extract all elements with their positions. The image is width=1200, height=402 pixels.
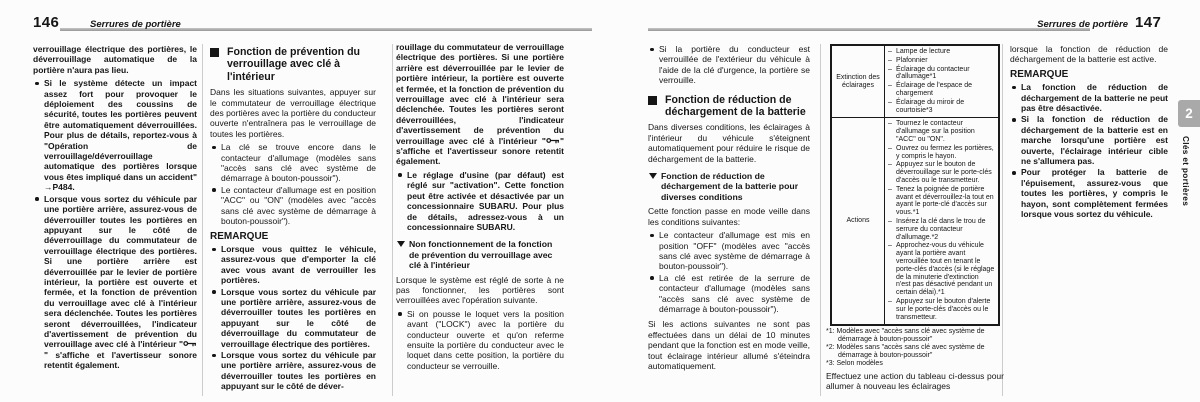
list-item-text: Si on pousse le loquet vers la position avant ("LOCK") avec la portière du conducteur ouverte et qu'on referme ensuite la portière du conducteur avec le loquet dans cette position, la portière du conducteur se verrouille. [407,308,564,371]
table-list-item: – Ouvrez ou fermez les portières, y compris le hayon. [888,145,995,161]
table-footnotes [826,328,1004,368]
footnote: *2: Modèles sans "accès sans clé avec système de démarrage à bouton-poussoir" [826,344,985,360]
list-item [210,185,376,227]
paragraph: Effectuez une action du tableau ci-dessus pour allumer à nouveau les éclairages [826,370,1004,392]
key-lockout-warning-icon [183,339,197,348]
chapter-tab-number: 2 [1178,100,1200,127]
triangle-marker-icon [397,241,405,247]
table-list-item: – Éclairage du miroir de courtoisie*3 [888,99,995,115]
list-item [210,142,376,184]
list-item [210,287,376,349]
left-page-column-3 [396,42,564,372]
paragraph: lorsque la fonction de réduction de déchargement de la batterie est active. [1010,44,1168,65]
list-item [648,230,810,272]
list-item-text: Lorsque vous sortez du véhicule par une portière arrière, assurez-vous de déverrouiller toutes les portières en appuyant sur le côté de déverrouillage du commutateur de verrouillage électrique des portières. [221,286,376,349]
table-row-label: Extinction des éclairages [831,45,885,118]
footnote: *1: Modèles avec "accès sans clé avec système de démarrage à bouton-poussoir" [826,328,985,344]
list-item [210,350,376,392]
paragraph: Lorsque le système est réglé de sorte à ne pas fonctionner, les portières sont verrouillées avec l'opération suivante. [396,274,564,306]
list-item [1010,114,1168,166]
lighting-shutoff-table [830,44,1000,326]
left-page-column-1 [33,44,197,372]
sub-heading-text: Fonction de réduction de déchargement de la batterie pour diverses conditions [661,171,799,202]
right-page-column-1 [648,44,810,374]
footnote: *3: Selon modèles [826,359,883,367]
paragraph: verrouillage électrique des portières, le déverrouillage automatique de la portière n'aura pas lieu. [33,44,197,75]
section-square-icon [648,96,657,105]
sub-heading-text: Non fonctionnement de la fonction de prévention du verrouillage avec clé à l'intérieur [409,239,553,271]
right-page-column-2 [826,44,1004,400]
page-header-title-left: Serrures de portière [90,19,181,30]
table-list-item: – Appuyez sur le bouton d'alerte sur le porte-clés d'accès ou le transmetteur. [888,298,995,321]
table-list-item: – Insérez la clé dans le trou de serrure du contacteur d'allumage.*2 [888,218,995,241]
table-list-item: – Éclairage du contacteur d'allumage*1 [888,66,995,82]
section-heading-text: Fonction de prévention du verrouillage avec clé à l'intérieur [227,46,361,83]
table-list-item: – Lampe de lecture [888,48,995,56]
list-item-text: Lorsque vous sortez du véhicule par une portière arrière, assurez-vous de déverrouiller toutes les portières en appuyant sur le côté de déver- [221,349,376,392]
sub-heading [648,171,810,202]
sub-heading [396,239,564,270]
paragraph [396,42,564,167]
table-row [831,45,999,118]
list-item [396,309,564,371]
list-item-text: La clé se trouve encore dans le contacteur d'allumage (modèles sans "accès sans clé avec système de démarrage à bouton-poussoir"). [221,142,376,184]
list-item-text: Si la fonction de réduction de déchargement de la batterie est en marche lorsqu'une portière est ouverte, l'éclairage intérieur cible ne s'allumera pas. [1021,114,1168,167]
column-divider [202,44,203,396]
table-list-item: – Appuyez sur le bouton de déverrouillage sur le porte-clés d'accès ou le transmetteur. [888,161,995,184]
note-heading: REMARQUE [210,230,269,242]
table-list-item: – Tournez le contacteur d'allumage sur la position "ACC" ou "ON". [888,120,995,143]
list-item [33,194,197,371]
section-square-icon [210,48,219,57]
section-heading-text: Fonction de réduction de déchargement de la batterie [665,93,806,119]
paragraph: Si les actions suivantes ne sont pas effectuées dans un délai de 10 minutes pendant que la fonction est en mode veille, tout éclairage intérieur allumé s'éteindra automatiquement. [648,319,810,371]
list-item-text: La clé est retirée de la serrure de contacteur d'allumage (modèles sans "accès sans clé avec système de démarrage à bouton-poussoir"). [659,272,810,314]
paragraph-text: " s'affiche et l'avertisseur sonore retentit également. [396,135,564,167]
triangle-marker-icon [649,173,657,179]
list-item [648,44,810,86]
page-number-left: 146 [33,14,60,31]
page-number-right: 147 [1135,14,1162,31]
list-item-text: Lorsque vous quittez le véhicule, assurez-vous que d'emporter la clé avec vous avant de verrouiller les portières. [221,243,376,286]
list-item-text: " s'affiche et l'avertisseur sonore retentit également. [44,349,197,371]
list-item-text: Lorsque vous sortez du véhicule par une portière arrière, assurez-vous de déverrouiller toutes les portières en appuyant sur le côté de déverrouillage du commutateur de verrouillage électrique des portières. Si une portière arrière est déverrouillée par le levier de portière intérieur, la portière est ouverte et fermée, et la fonction de prévention du verrouillage avec clé à l'intérieur sera déclenchée. Toutes les portières seront déverrouillées, l'indicateur d'avertissement de prévention du verrouillage avec clé à l'intérieur " [44,193,197,350]
column-divider [392,44,393,396]
table-list-item: – Tenez la poignée de portière avant et déverrouillez-la tout en ayant le porte-clé d'accès sur vous.*1 [888,186,995,217]
list-item-text: La fonction de réduction de déchargement de la batterie ne peut pas être désactivée. [1021,82,1168,114]
list-item [33,78,197,192]
paragraph-text: rouillage du commutateur de verrouillage électrique des portières. Si une portière arrière est déverrouillée par le levier de portière intérieur, la portière est ouverte et fermée, et la fonction de prévention du verrouillage avec clé à l'intérieur sera déclenchée. Toutes les portières seront déverrouillées, l'indicateur d'avertissement de prévention du verrouillage avec clé à l'intérieur " [396,42,564,146]
table-list-item: – Approchez-vous du véhicule ayant la portière avant verrouillée tout en tenant le porte-clés d'accès (si le réglage de la minuterie d'extinction n'est pas désactivé pendant un certain délai).*1 [888,242,995,297]
list-item-text: Le contacteur d'allumage est en position "ACC" ou "ON" (modèles avec "accès sans clé avec système de démarrage à bouton-poussoir"). [221,184,376,227]
list-item [1010,82,1168,113]
list-item-text: Si le système détecte un impact assez fort pour provoquer le déploiement des coussins de sécurité, toutes les portières peuvent être automatiquement déverrouillées. Pour plus de détails, reportez-vous à "Opération de verrouillage/déverrouillage automatique des portières lorsque vous êtes impliqué dans un accident" →P484. [44,78,197,193]
paragraph: Dans les situations suivantes, appuyer sur le commutateur de verrouillage électrique des portières avec la portière du conducteur ouverte n'entraînera pas le verrouillage de toutes les portières. [210,87,376,139]
list-item [1010,167,1168,219]
chapter-tab-label: Clés et portières [1181,136,1191,207]
right-page-column-3 [1010,44,1168,221]
list-item [396,170,564,232]
left-page-column-2 [210,44,376,393]
section-heading [210,46,376,83]
table-list-item: – Plafonnier [888,57,995,65]
list-item-text: Si la portière du conducteur est verrouillée de l'extérieur du véhicule à l'aide de la clé d'urgence, la portière se verrouille. [659,44,810,86]
list-item-text: Le contacteur d'allumage est mis en position "OFF" (modèles avec "accès sans clé avec système de démarrage à bouton-poussoir"). [659,230,810,272]
page-header-title-right: Serrures de portière [1037,19,1128,30]
list-item [210,244,376,286]
list-item [648,273,810,315]
list-item-text: Le réglage d'usine (par défaut) est réglé sur "activation". Cette fonction peut être activée et désactivée par un concessionnaire SUBARU. Pour plus de détails, adressez-vous à un concessionnaire SUBARU. [407,169,564,232]
column-divider [820,44,821,396]
list-item-text: Pour protéger la batterie de l'épuisement, assurez-vous que toutes les portières, y compris le hayon, sont complètement fermées lorsque vous sortez du véhicule. [1021,167,1168,220]
table-cell [885,45,1000,118]
paragraph: Cette fonction passe en mode veille dans les conditions suivantes: [648,206,810,227]
table-row [831,118,999,325]
table-list-item: – Éclairage de l'espace de chargement [888,82,995,98]
note-heading: REMARQUE [1010,68,1069,80]
table-cell [885,118,1000,325]
section-heading [648,94,810,119]
table-row-label: Actions [831,118,885,325]
key-lockout-warning-icon [546,136,560,145]
paragraph: Dans diverses conditions, les éclairages à l'intérieur du véhicule s'éteignent automatiquement pour réduire le risque de déchargement de la batterie. [648,122,810,164]
